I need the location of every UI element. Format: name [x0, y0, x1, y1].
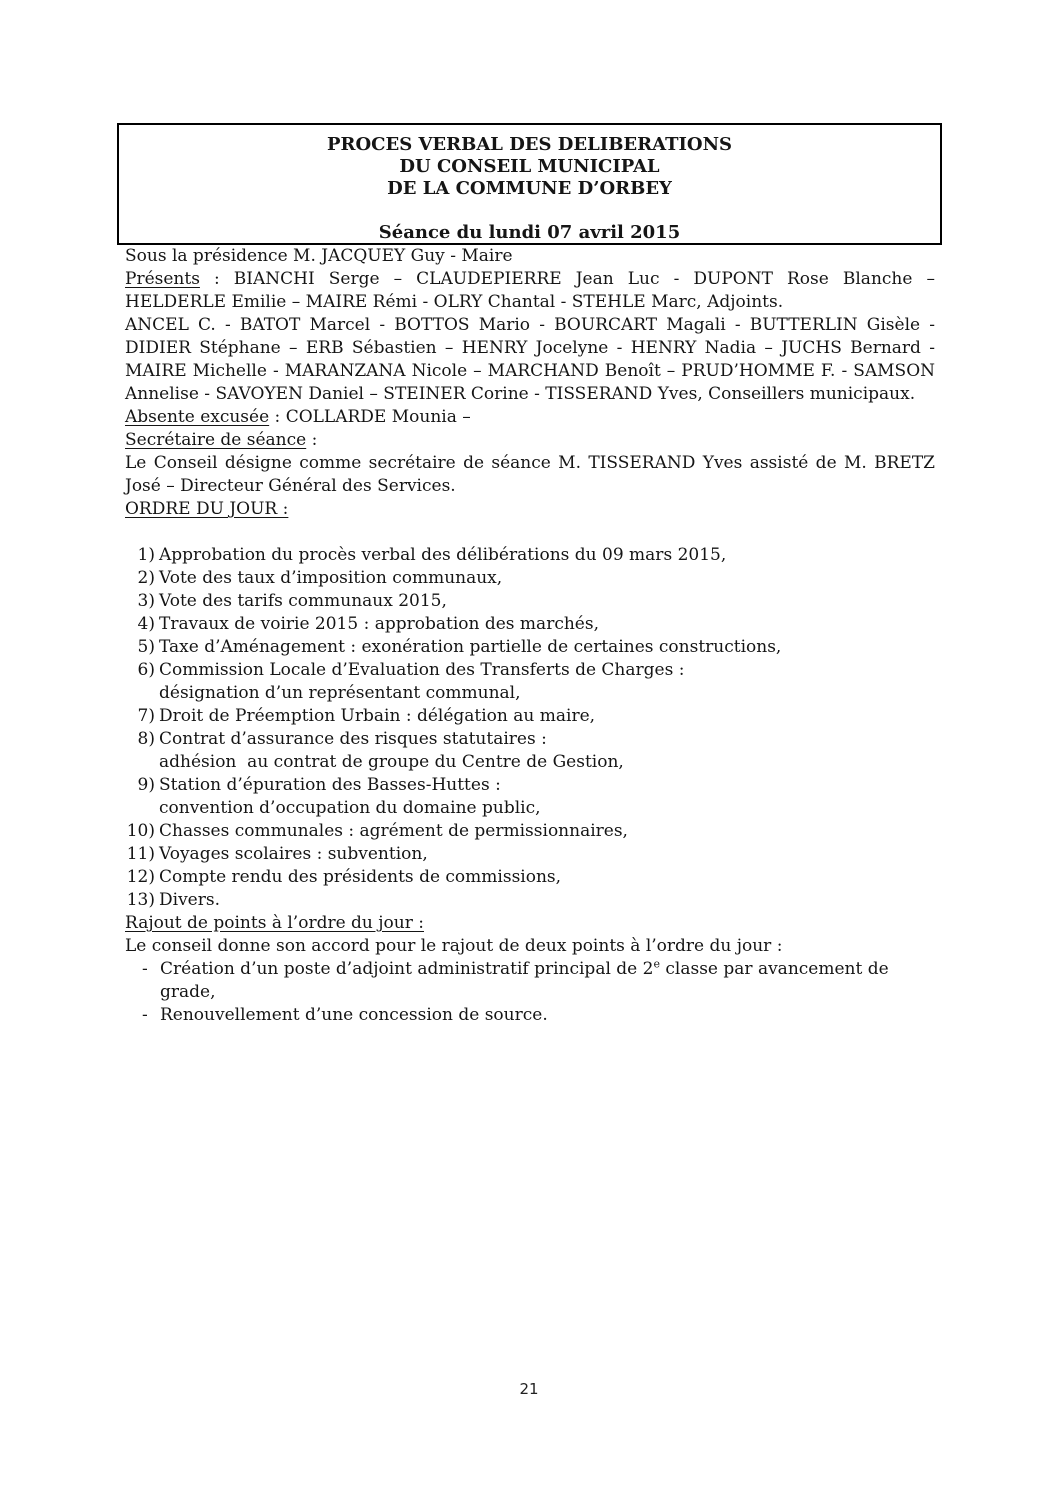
rajout-bullet-marker: - [142, 1005, 148, 1025]
designation-paragraph: Le Conseil désigne comme secrétaire de séance M. TISSERAND Yves assisté de M. BRETZ José – Directeur Général des Services. [125, 453, 935, 496]
secretaire-line [125, 429, 935, 452]
agenda-item-text: Divers. [159, 890, 220, 910]
agenda-item [125, 728, 935, 751]
header-title-line-3: DE LA COMMUNE D’ORBEY [387, 178, 672, 199]
agenda-item-marker: 13) [126, 890, 155, 910]
rajout-bullet-item [125, 958, 935, 1004]
presents-label: Présents [125, 269, 200, 289]
agenda-item-marker: 10) [126, 821, 155, 841]
agenda-item-text: adhésion au contrat de groupe du Centre de Gestion, [159, 752, 624, 772]
agenda-item-text: Contrat d’assurance des risques statutaires : [159, 729, 547, 749]
agenda-item [125, 659, 935, 682]
presents-paragraph-conseillers: ANCEL C. - BATOT Marcel - BOTTOS Mario - BOURCART Magali - BUTTERLIN Gisèle - DIDIER Stéphane – ERB Sébastien – HENRY Jocelyne - HENRY Nadia – JUCHS Bernard - MAIRE Michelle - MARANZANA Nicole – MARCHAND Benoît – PRUD’HOMME F. - SAMSON Annelise - SAVOYEN Daniel – STEINER Corine - TISSERAND Yves, Conseillers municipaux. [125, 315, 935, 404]
agenda-item [125, 705, 935, 728]
rajout-bullet-text: Renouvellement d’une concession de source. [160, 1005, 548, 1025]
agenda-item-continuation [125, 797, 935, 820]
agenda-item [125, 866, 935, 889]
agenda-item-marker: 5) [137, 637, 155, 657]
agenda-item [125, 544, 935, 567]
secretaire-label: Secrétaire de séance [125, 430, 307, 450]
agenda-item-text: Travaux de voirie 2015 : approbation des marchés, [159, 614, 599, 634]
agenda-item-marker: 7) [137, 706, 155, 726]
agenda-item [125, 843, 935, 866]
agenda-item [125, 820, 935, 843]
agenda-item-marker: 11) [126, 844, 155, 864]
agenda-item-marker [125, 751, 155, 774]
rajout-intro: Le conseil donne son accord pour le rajout de deux points à l’ordre du jour : [125, 936, 783, 956]
absente-value: : COLLARDE Mounia – [269, 407, 471, 427]
ordre-du-jour-heading [125, 498, 935, 521]
agenda-item-text: Vote des taux d’imposition communaux, [159, 568, 503, 588]
agenda-item [125, 636, 935, 659]
agenda-item-text: convention d’occupation du domaine public, [159, 798, 541, 818]
secretaire-value: : [306, 430, 318, 450]
agenda-item-text: Voyages scolaires : subvention, [159, 844, 428, 864]
agenda-item-marker: 9) [137, 775, 155, 795]
agenda-item [125, 590, 935, 613]
agenda-item-marker: 4) [137, 614, 155, 634]
agenda-item-marker: 12) [126, 867, 155, 887]
agenda-item-marker: 2) [137, 568, 155, 588]
presents-adjoints-text: BIANCHI Serge – CLAUDEPIERRE Jean Luc - DUPONT Rose Blanche – HELDERLE Emilie – MAIRE Rémi - OLRY Chantal - STEHLE Marc, Adjoints. [125, 269, 935, 312]
document-content [117, 123, 942, 1027]
agenda-item-marker: 6) [137, 660, 155, 680]
header-box [117, 123, 942, 245]
agenda-item-text: Vote des tarifs communaux 2015, [159, 591, 447, 611]
absente-label: Absente excusée [125, 407, 270, 427]
presents-paragraph-adjoints [125, 268, 935, 314]
ordre-list [125, 544, 935, 912]
agenda-item-text: Compte rendu des présidents de commissions, [159, 867, 562, 887]
rajout-heading [125, 912, 935, 935]
presidence-line: Sous la présidence M. JACQUEY Guy - Maire [125, 246, 513, 266]
agenda-item-text: Chasses communales : agrément de permissionnaires, [159, 821, 628, 841]
header-title-line-2: DU CONSEIL MUNICIPAL [399, 156, 660, 177]
agenda-item-continuation [125, 751, 935, 774]
agenda-item-text: Station d’épuration des Basses-Huttes : [159, 775, 501, 795]
agenda-item-marker [125, 797, 155, 820]
rajout-bullet-item [125, 1004, 935, 1027]
agenda-item-text: Droit de Préemption Urbain : délégation au maire, [159, 706, 596, 726]
agenda-item-marker: 3) [137, 591, 155, 611]
agenda-item-text: Approbation du procès verbal des délibérations du 09 mars 2015, [159, 545, 727, 565]
body-text-column [125, 245, 935, 1027]
superscript-ordinal: e [653, 957, 660, 971]
ordre-du-jour-heading-text: ORDRE DU JOUR : [125, 499, 289, 519]
rajout-bullet-list [125, 958, 935, 1027]
agenda-item-text: Taxe d’Aménagement : exonération partielle de certaines constructions, [159, 637, 782, 657]
agenda-item [125, 889, 935, 912]
session-date-line: Séance du lundi 07 avril 2015 [378, 222, 681, 243]
agenda-item [125, 567, 935, 590]
agenda-item [125, 774, 935, 797]
rajout-bullet-marker: - [142, 959, 148, 979]
page-number: 21 [519, 1380, 539, 1398]
agenda-item-marker: 8) [137, 729, 155, 749]
header-title-line-1: PROCES VERBAL DES DELIBERATIONS [326, 134, 733, 155]
agenda-item-text: désignation d’un représentant communal, [159, 683, 521, 703]
agenda-item-continuation [125, 682, 935, 705]
agenda-item-marker: 1) [137, 545, 155, 565]
presents-separator: : [199, 269, 234, 289]
absente-line [125, 406, 935, 429]
agenda-item-text: Commission Locale d’Evaluation des Transferts de Charges : [159, 660, 685, 680]
rajout-bullet-text: Création d’un poste d’adjoint administratif principal de 2e classe par avancement de grade, [160, 957, 889, 1002]
rajout-heading-text: Rajout de points à l’ordre du jour : [125, 913, 424, 933]
agenda-item [125, 613, 935, 636]
agenda-item-marker [125, 682, 155, 705]
